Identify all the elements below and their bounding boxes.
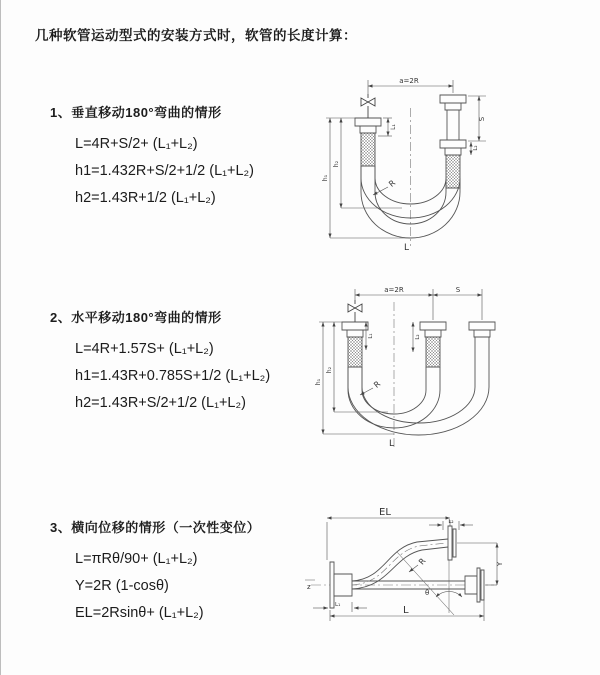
right-fitting-displaced [469,322,495,337]
formula-line: Y=2R (1-cosθ) [75,578,169,594]
dim-l-label: L [389,439,395,449]
page-title: 几种软管运动型式的安装方式时，软管的长度计算： [35,28,357,43]
formula-line: h2=1.43R+S/2+1/2 (L₁+L₂) [75,395,246,411]
dimension-labels [315,286,461,449]
dim-l1-label: L₁ [335,602,341,608]
dim-r-label: R [372,379,383,390]
section-3-heading: 3、横向位移的情形（一次性变位） [50,520,261,535]
left-flange-fitting [330,562,352,608]
hose-curves [348,337,489,435]
right-fitting-lower [440,140,466,188]
formula-line: L=4R+1.57S+ (L₁+L₂) [75,341,214,357]
left-fitting [355,118,381,166]
formula-line: h2=1.43R+1/2 (L₁+L₂) [75,190,216,206]
dim-s-label: S [455,286,461,294]
displaced-hose [352,539,448,589]
dim-l2-label: L₂ [415,334,421,340]
right-fitting-original [465,568,484,602]
right-fitting-upper [440,95,466,140]
formula-line: L=4R+S/2+ (L₁+L₂) [75,136,198,152]
dimension-lines [326,80,486,238]
dim-a2r-label: a=2R [399,77,419,85]
diagram-lateral-displacement [297,498,600,656]
dim-l2-label: L₂ [473,145,479,151]
middle-fitting [420,322,446,367]
formula-line: h1=1.43R+0.785S+1/2 (L₁+L₂) [75,368,271,384]
raised-flange-fitting [448,526,456,560]
section-2 [50,307,310,417]
valve-icon [348,300,362,322]
dim-l-label: L [403,605,409,616]
formula-line: EL=2Rsinθ+ (L₁+L₂) [75,605,204,621]
diagram-vertical-180-bend [306,66,592,258]
dimension-lines [319,289,482,434]
dim-y-label: Y [496,561,504,567]
dim-a2r-label: a=2R [384,286,404,294]
dim-r-label: R [387,178,398,189]
dim-s-label: S [478,116,486,122]
dim-theta-label: θ [425,589,430,597]
diagram-horizontal-180-bend [303,282,600,460]
formula-line: h1=1.432R+S/2+1/2 (L₁+L₂) [75,163,255,179]
dim-h1-label: h₁ [315,378,322,386]
centerline-mark: z [307,583,311,591]
left-fitting [342,322,368,367]
dim-r-label: R [417,556,428,567]
section-3 [50,517,310,627]
dim-l1-label: L₁ [368,333,374,339]
section-1-heading: 1、垂直移动180°弯曲的情形 [50,105,222,120]
scan-edge-artifact [0,0,1,675]
dim-h2-label: h₂ [326,366,333,374]
dim-l-label: L [404,243,410,253]
valve-icon [361,94,375,118]
dim-l2-label: L₂ [448,519,454,525]
dim-h1-label: h₁ [322,174,329,182]
formula-line: L=πRθ/90+ (L₁+L₂) [75,551,198,567]
section-1 [50,102,310,212]
dim-h2-label: h₂ [333,160,340,168]
section-2-heading: 2、水平移动180°弯曲的情形 [50,310,222,325]
dim-el-label: EL [379,507,391,518]
dim-l1-label: L₁ [390,124,397,130]
